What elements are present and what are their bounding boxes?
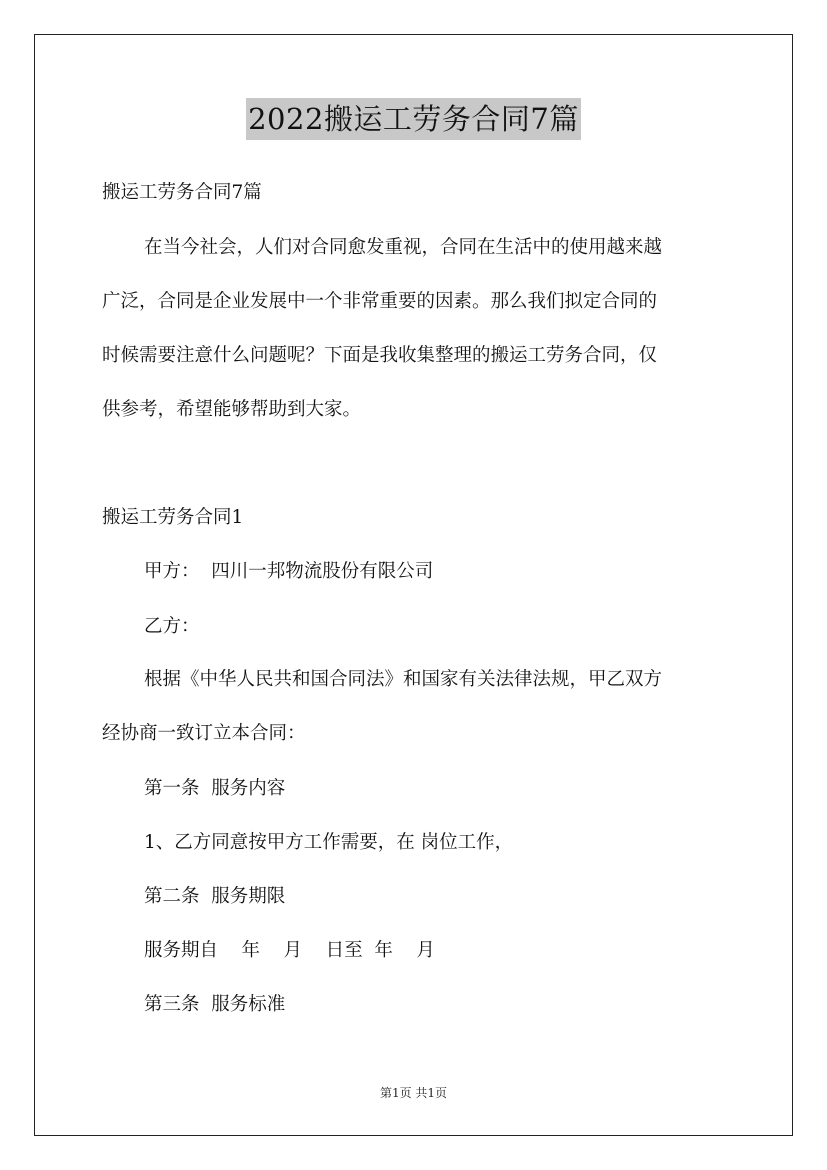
article-3-title: 第三条 服务标准 (144, 994, 286, 1015)
basis-line-2: 经协商一致订立本合同： (102, 723, 306, 744)
intro-line-3: 时候需要注意什么问题呢？下面是我收集整理的搬运工劳务合同，仅 (102, 345, 658, 366)
intro-line-1: 在当今社会，人们对合同愈发重视，合同在生活中的使用越来越 (144, 237, 663, 258)
page-footer: 第1页 共1页 (379, 1086, 448, 1100)
party-a: 甲方： 四川一邦物流股份有限公司 (144, 561, 434, 582)
article-1-item-1: 1、乙方同意按甲方工作需要，在 岗位工作， (144, 832, 514, 853)
party-b: 乙方： (144, 616, 200, 637)
document-subtitle: 搬运工劳务合同7篇 (102, 182, 262, 203)
contract-heading: 搬运工劳务合同1 (102, 507, 244, 528)
intro-line-2: 广泛，合同是企业发展中一个非常重要的因素。那么我们拟定合同的 (102, 291, 658, 312)
title-wrap (0, 98, 827, 140)
intro-line-4: 供参考，希望能够帮助到大家。 (102, 399, 362, 420)
basis-line-1: 根据《中华人民共和国合同法》和国家有关法律法规，甲乙双方 (144, 669, 663, 690)
article-2-title: 第二条 服务期限 (144, 886, 286, 907)
article-2-term: 服务期自 年 月 日至 年 月 (144, 940, 435, 961)
article-1-title: 第一条 服务内容 (144, 778, 286, 799)
document-title: 2022搬运工劳务合同7篇 (246, 98, 581, 140)
